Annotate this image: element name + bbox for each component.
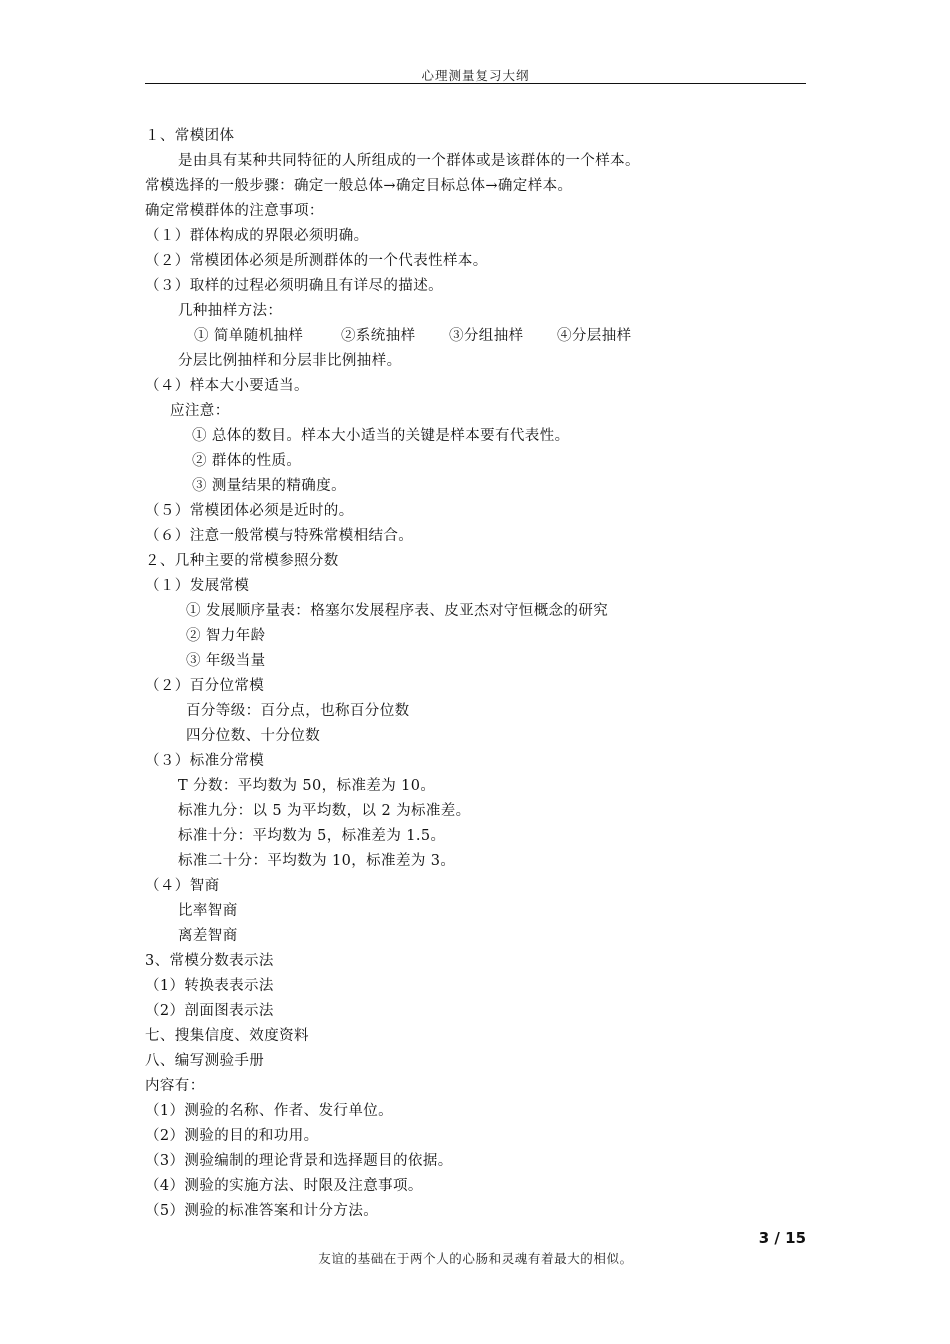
- section-heading: ２、几种主要的常模参照分数: [145, 553, 339, 569]
- header-divider: [145, 83, 806, 84]
- sampling-method: ④分层抽样: [557, 328, 632, 344]
- list-item: ② 智力年龄: [186, 628, 266, 644]
- text-line: 比率智商: [178, 903, 238, 919]
- sampling-methods-row: [194, 324, 632, 348]
- text-line: 标准十分：平均数为 5，标准差为 1.5。: [178, 828, 446, 844]
- page-footer: 友谊的基础在于两个人的心肠和灵魂有着最大的相似。: [318, 1251, 633, 1266]
- text-line: T 分数：平均数为 50，标准差为 10。: [178, 778, 436, 794]
- sampling-method: ③分组抽样: [449, 328, 524, 344]
- list-item: （2）剖面图表示法: [145, 1003, 274, 1019]
- text-line: 离差智商: [178, 928, 238, 944]
- text-line: 确定常模群体的注意事项：: [145, 203, 324, 219]
- text-line: 分层比例抽样和分层非比例抽样。: [178, 353, 402, 369]
- text-line: 内容有：: [145, 1078, 205, 1094]
- text-line: 是由具有某种共同特征的人所组成的一个群体或是该群体的一个样本。: [178, 153, 640, 169]
- sampling-method: ① 简单随机抽样: [194, 328, 304, 344]
- text-line: 百分等级：百分点，也称百分位数: [186, 703, 410, 719]
- text-line: 应注意：: [170, 403, 230, 419]
- list-item: ③ 年级当量: [186, 653, 266, 669]
- list-item: （４）智商: [145, 878, 220, 894]
- text-line: 几种抽样方法：: [178, 303, 283, 319]
- list-item: （６）注意一般常模与特殊常模相结合。: [145, 528, 414, 544]
- text-line: 常模选择的一般步骤：确定一般总体→确定目标总体→确定样本。: [145, 178, 573, 194]
- list-item: （４）样本大小要适当。: [145, 378, 309, 394]
- list-item: （3）测验编制的理论背景和选择题目的依据。: [145, 1153, 453, 1169]
- list-item: （２）百分位常模: [145, 678, 265, 694]
- text-line: 四分位数、十分位数: [186, 728, 321, 744]
- list-item: ② 群体的性质。: [192, 453, 302, 469]
- list-item: （３）取样的过程必须明确且有详尽的描述。: [145, 278, 443, 294]
- list-item: ③ 测量结果的精确度。: [192, 478, 347, 494]
- section-heading: 八、编写测验手册: [145, 1053, 265, 1069]
- list-item: （1）转换表表示法: [145, 978, 274, 994]
- page-number: 3 / 15: [758, 1229, 806, 1247]
- section-heading: １、常模团体: [145, 128, 235, 144]
- section-heading: 七、搜集信度、效度资料: [145, 1028, 309, 1044]
- list-item: （１）群体构成的界限必须明确。: [145, 228, 369, 244]
- list-item: （５）常模团体必须是近时的。: [145, 503, 354, 519]
- text-line: 标准九分：以 5 为平均数，以 2 为标准差。: [178, 803, 471, 819]
- list-item: （３）标准分常模: [145, 753, 265, 769]
- list-item: ① 发展顺序量表：格塞尔发展程序表、皮亚杰对守恒概念的研究: [186, 603, 609, 619]
- list-item: （5）测验的标准答案和计分方法。: [145, 1203, 379, 1219]
- sampling-method: ②系统抽样: [341, 328, 416, 344]
- section-heading: 3、常模分数表示法: [145, 953, 274, 969]
- list-item: （2）测验的目的和功用。: [145, 1128, 319, 1144]
- page-header: 心理测量复习大纲: [421, 68, 530, 83]
- list-item: ① 总体的数目。样本大小适当的关键是样本要有代表性。: [192, 428, 570, 444]
- text-line: 标准二十分：平均数为 10，标准差为 3。: [178, 853, 456, 869]
- list-item: （1）测验的名称、作者、发行单位。: [145, 1103, 394, 1119]
- list-item: （２）常模团体必须是所测群体的一个代表性样本。: [145, 253, 488, 269]
- list-item: （4）测验的实施方法、时限及注意事项。: [145, 1178, 423, 1194]
- list-item: （１）发展常模: [145, 578, 250, 594]
